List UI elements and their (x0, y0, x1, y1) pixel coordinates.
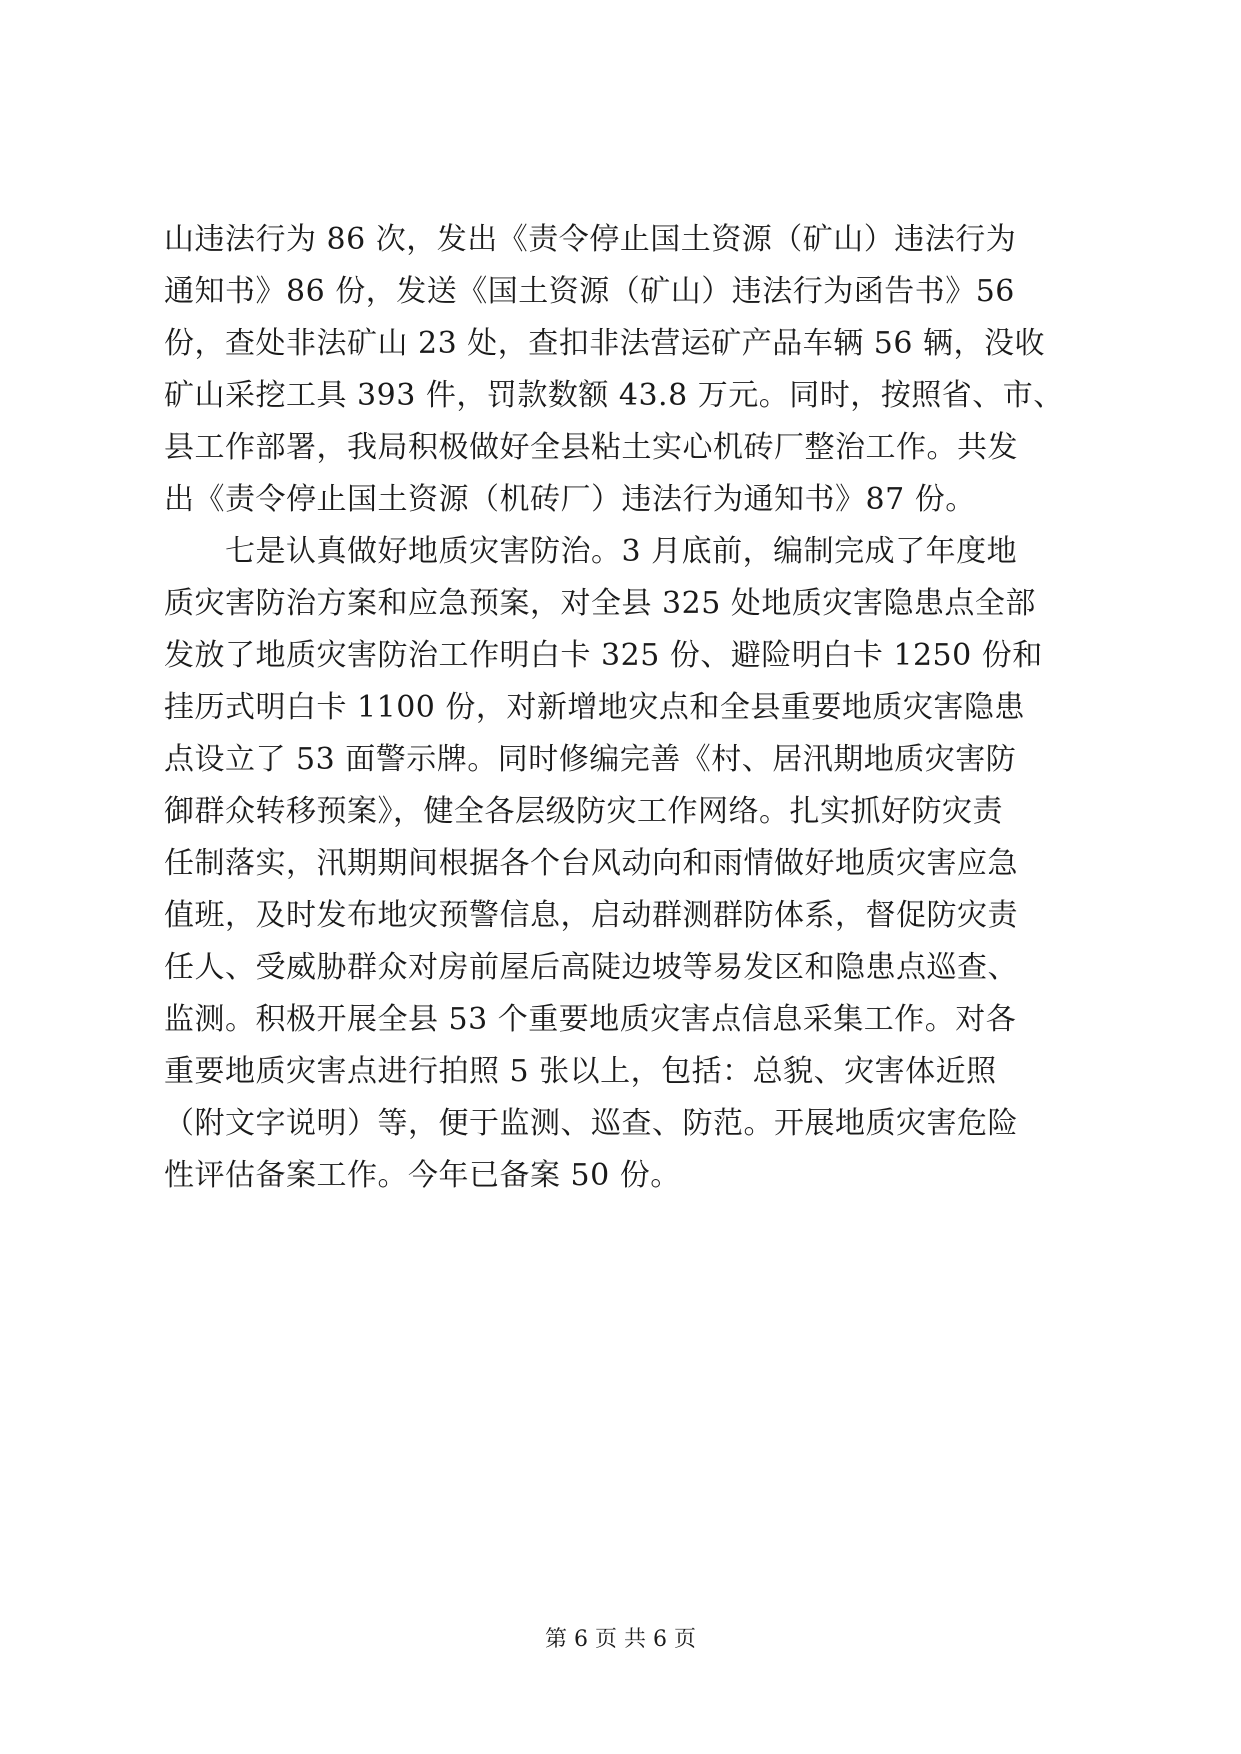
body-text-line: 县工作部署，我局积极做好全县粘土实心机砖厂整治工作。共发 (164, 430, 1018, 465)
body-text-line: 重要地质灾害点进行拍照 5 张以上，包括：总貌、灾害体近照 (164, 1054, 997, 1089)
body-text-line: 挂历式明白卡 1100 份，对新增地灾点和全县重要地质灾害隐患 (164, 690, 1025, 725)
body-text-line: 出《责令停止国土资源（机砖厂）违法行为通知书》87 份。 (164, 482, 976, 517)
page-number-footer: 第 6 页 共 6 页 (545, 1627, 696, 1652)
body-text-line: 质灾害防治方案和应急预案，对全县 325 处地质灾害隐患点全部 (164, 586, 1036, 621)
body-text-line: 监测。积极开展全县 53 个重要地质灾害点信息采集工作。对各 (164, 1002, 1017, 1037)
body-text-line: 点设立了 53 面警示牌。同时修编完善《村、居汛期地质灾害防 (164, 742, 1017, 777)
body-text-line: 任人、受威胁群众对房前屋后高陡边坡等易发区和隐患点巡查、 (164, 950, 1018, 985)
body-text-line: 山违法行为 86 次，发出《责令停止国土资源（矿山）违法行为 (164, 222, 1017, 257)
body-text-line: 任制落实，汛期期间根据各个台风动向和雨情做好地质灾害应急 (164, 846, 1018, 881)
body-text-line: 七是认真做好地质灾害防治。3 月底前，编制完成了年度地 (164, 534, 1018, 569)
body-text-line: 份，查处非法矿山 23 处，查扣非法营运矿产品车辆 56 辆，没收 (164, 326, 1045, 361)
body-text-line: （附文字说明）等，便于监测、巡查、防范。开展地质灾害危险 (164, 1106, 1018, 1141)
body-text-line: 通知书》86 份，发送《国土资源（矿山）违法行为函告书》56 (164, 274, 1015, 309)
body-text-line: 御群众转移预案》，健全各层级防灾工作网络。扎实抓好防灾责 (164, 794, 1003, 829)
body-text-line: 值班，及时发布地灾预警信息，启动群测群防体系，督促防灾责 (164, 898, 1018, 933)
body-text-line: 发放了地质灾害防治工作明白卡 325 份、避险明白卡 1250 份和 (164, 638, 1043, 673)
body-text-line: 性评估备案工作。今年已备案 50 份。 (164, 1158, 681, 1193)
body-text-line: 矿山采挖工具 393 件，罚款数额 43.8 万元。同时，按照省、市、 (164, 378, 1064, 413)
